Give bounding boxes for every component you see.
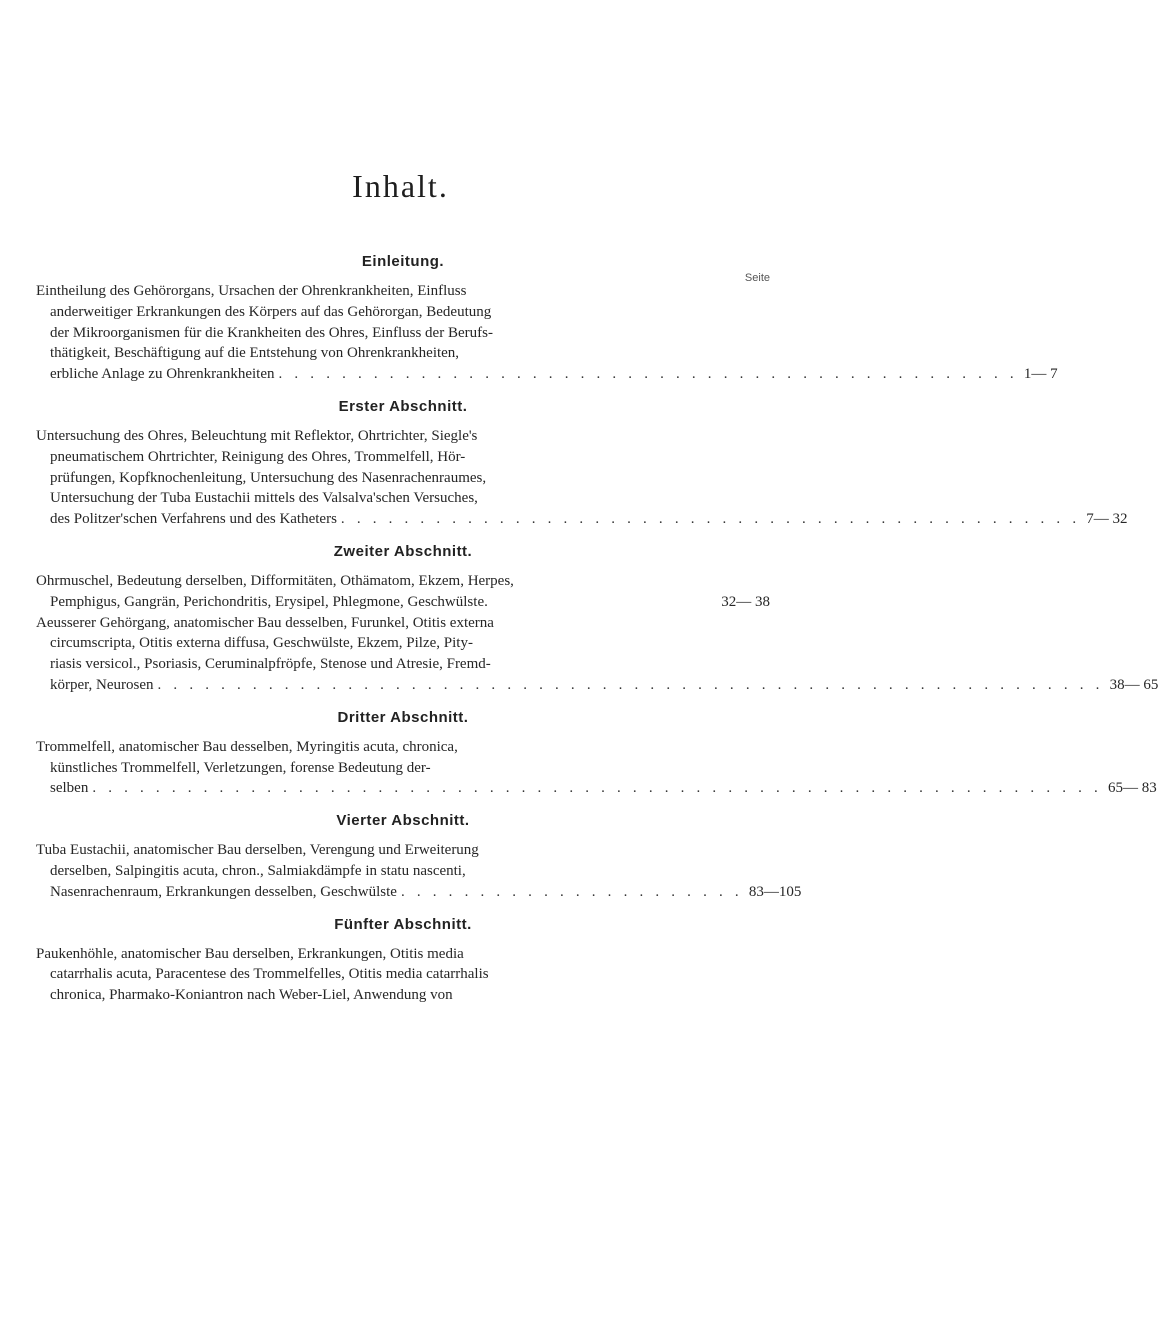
entry-line-text: selben bbox=[50, 780, 89, 797]
dot-leader: . . . . . . . . . . . . . . . . . . . . . . . . . . . . . . . . . . . . . . . . . . . . . . . bbox=[340, 511, 1081, 528]
section-heading: Dritter Abschnitt. bbox=[337, 708, 469, 726]
dot-leader: . . . . . . . . . . . . . . . . . . . . . . bbox=[400, 883, 743, 900]
page-range: 83—105 bbox=[748, 883, 802, 900]
entry-line: Trommelfell, anatomischer Bau desselben, Myringitis acuta, chronica, bbox=[36, 738, 458, 755]
toc-section-einleitung bbox=[36, 252, 1058, 385]
section-heading: Vierter Abschnitt. bbox=[336, 812, 470, 830]
toc-entry bbox=[36, 737, 1157, 799]
entry-line: der Mikroorganismen für die Krankheiten des Ohres, Einfluss der Berufs- bbox=[50, 324, 493, 341]
entry-last-line bbox=[36, 364, 1058, 385]
entry-last-line bbox=[36, 882, 802, 903]
section-heading: Zweiter Abschnitt. bbox=[333, 542, 473, 560]
entry-line-text: erbliche Anlage zu Ohrenkrankheiten bbox=[50, 366, 275, 383]
section-heading: Erster Abschnitt. bbox=[338, 397, 468, 415]
page-range: 1— 7 bbox=[1023, 366, 1058, 383]
entry-line: Untersuchung der Tuba Eustachii mittels des Valsalva'schen Versuches, bbox=[50, 490, 478, 507]
page-range: 7— 32 bbox=[1086, 511, 1128, 528]
entry-line-text: des Politzer'schen Verfahrens und des Katheters bbox=[50, 511, 337, 528]
entry-line: circumscripta, Otitis externa diffusa, Geschwülste, Ekzem, Pilze, Pity- bbox=[50, 635, 473, 652]
entry-line: derselben, Salpingitis acuta, chron., Salmiakdämpfe in statu nascenti, bbox=[50, 862, 466, 879]
page-title: Inhalt. bbox=[352, 168, 449, 204]
entry-line: Tuba Eustachii, anatomischer Bau derselben, Verengung und Erweiterung bbox=[36, 842, 479, 859]
entry-last-line bbox=[36, 778, 1157, 799]
entry-line: Untersuchung des Ohres, Beleuchtung mit Reflektor, Ohrtrichter, Siegle's bbox=[36, 427, 478, 444]
section-heading: Einleitung. bbox=[361, 253, 445, 270]
toc-entry bbox=[36, 571, 770, 613]
entry-line: Ohrmuschel, Bedeutung derselben, Difformitäten, Othämatom, Ekzem, Herpes, bbox=[36, 572, 514, 589]
toc-entry bbox=[36, 944, 770, 1006]
toc-section-fuenfter-abschnitt bbox=[36, 915, 770, 1006]
entry-line: riasis versicol., Psoriasis, Ceruminalpfröpfe, Stenose und Atresie, Fremd- bbox=[50, 656, 491, 673]
page-range: 32— 38 bbox=[721, 593, 770, 610]
entry-line: catarrhalis acuta, Paracentese des Trommelfelles, Otitis media catarrhalis bbox=[50, 966, 489, 983]
entry-line: Aeusserer Gehörgang, anatomischer Bau desselben, Furunkel, Otitis externa bbox=[36, 614, 494, 631]
entry-line: künstliches Trommelfell, Verletzungen, forense Bedeutung der- bbox=[50, 759, 431, 776]
entry-line: Eintheilung des Gehörorgans, Ursachen der Ohrenkrankheiten, Einfluss bbox=[36, 283, 467, 299]
section-heading: Fünfter Abschnitt. bbox=[334, 915, 472, 933]
entry-last-line bbox=[36, 509, 1128, 530]
page-range: 38— 65 bbox=[1109, 676, 1158, 693]
entry-line: prüfungen, Kopfknochenleitung, Untersuchung des Nasenrachenraumes, bbox=[50, 469, 487, 486]
dot-leader: . . . . . . . . . . . . . . . . . . . . . . . . . . . . . . . . . . . . . . . . . . . . . . . . . . . . . . . . . . . . . . . . bbox=[92, 780, 1102, 797]
entry-line-text: Nasenrachenraum, Erkrankungen desselben, Geschwülste bbox=[50, 883, 397, 900]
toc-section-erster-abschnitt bbox=[36, 397, 1128, 530]
toc-section-zweiter-abschnitt bbox=[36, 542, 1158, 696]
toc-section-dritter-abschnitt bbox=[36, 708, 1157, 799]
entry-mid-line bbox=[36, 592, 770, 613]
toc-entry bbox=[36, 613, 1158, 696]
entry-last-line bbox=[36, 675, 1158, 696]
entry-line-text: Pemphigus, Gangrän, Perichondritis, Erysipel, Phlegmone, Geschwülste. bbox=[50, 593, 488, 610]
entry-line-text: körper, Neurosen bbox=[50, 676, 154, 693]
toc-section-vierter-abschnitt bbox=[36, 811, 802, 902]
toc-entry bbox=[36, 281, 1058, 385]
entry-line: thätigkeit, Beschäftigung auf die Entstehung von Ohrenkrankheiten, bbox=[50, 345, 460, 362]
entry-line: Paukenhöhle, anatomischer Bau derselben, Erkrankungen, Otitis media bbox=[36, 945, 464, 962]
page-range: 65— 83 bbox=[1107, 780, 1157, 797]
dot-leader: . . . . . . . . . . . . . . . . . . . . . . . . . . . . . . . . . . . . . . . . . . . . . . . bbox=[278, 366, 1018, 383]
dot-leader: . . . . . . . . . . . . . . . . . . . . . . . . . . . . . . . . . . . . . . . . . . . . . . . . . . . . . . . . . . . . bbox=[157, 676, 1104, 693]
toc-entry bbox=[36, 840, 802, 902]
entry-line: pneumatischem Ohrtrichter, Reinigung des Ohres, Trommelfell, Hör- bbox=[50, 448, 466, 465]
page-column-label: Seite bbox=[744, 272, 770, 284]
table-of-contents bbox=[36, 252, 1158, 1018]
toc-entry bbox=[36, 426, 1128, 530]
entry-line: chronica, Pharmako-Koniantron nach Weber-Liel, Anwendung von bbox=[50, 987, 453, 1004]
entry-line: anderweitiger Erkrankungen des Körpers auf das Gehörorgan, Bedeutung bbox=[50, 303, 492, 320]
